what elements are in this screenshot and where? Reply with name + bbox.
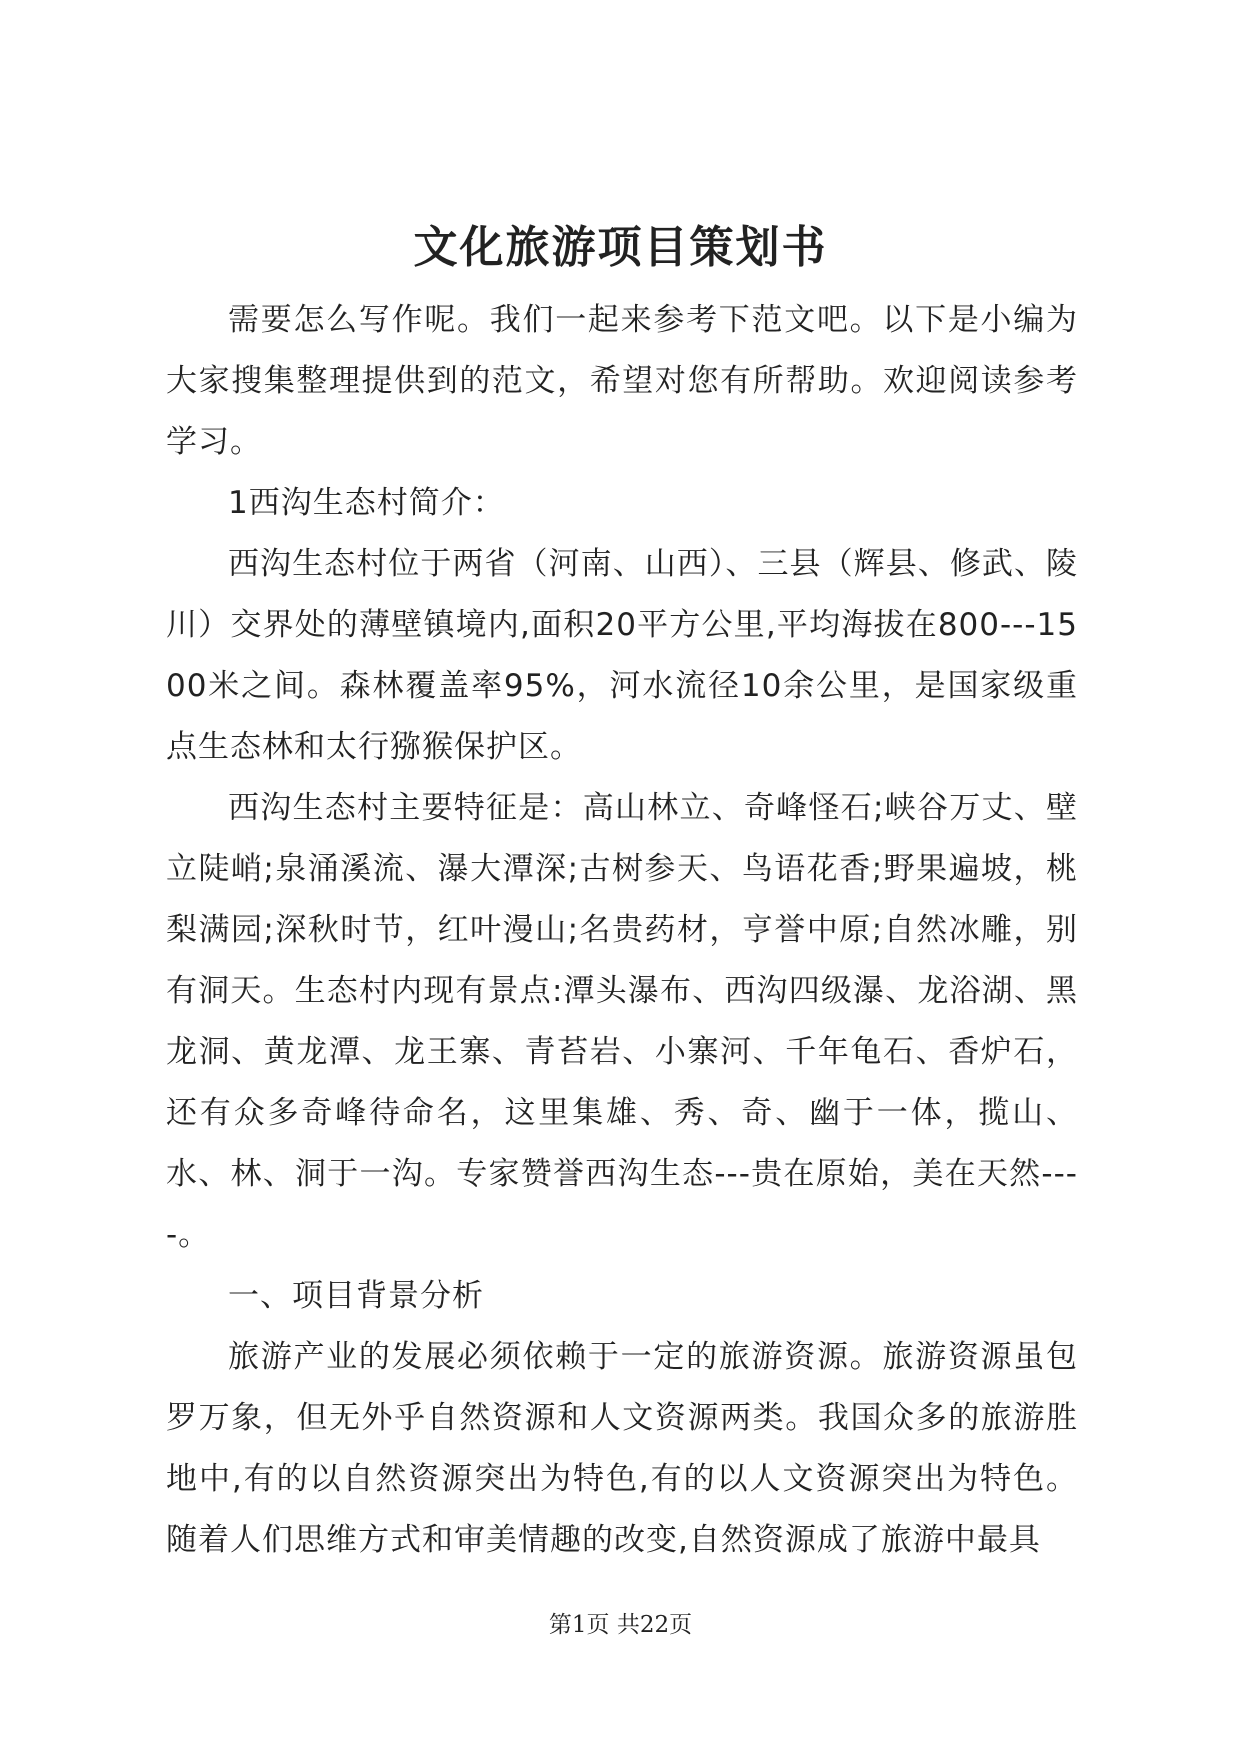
paragraph-heading-village-intro: 1西沟生态村简介： [228,485,505,521]
paragraph-heading-background: 一、项目背景分析 [228,1278,484,1314]
paragraph-village-features: 西沟生态村主要特征是：高山林立、奇峰怪石;峡谷万丈、壁立陡峭;泉涌溪流、瀑大潭深;古树参天、鸟语花香;野果遍坡，桃梨满园;深秋时节，红叶漫山;名贵药材，亨誉中原;自然冰雕，别有洞天。生态村内现有景点:潭头瀑布、西沟四级瀑、龙浴湖、黑龙洞、黄龙潭、龙王寨、青苔岩、小寨河、千年龟石、香炉石，还有众多奇峰待命名，这里集雄、秀、奇、幽于一体，揽山、水、林、洞于一沟。专家赞誉西沟生态---贵在原始，美在天然----。 [166,790,1078,1253]
document-title: 文化旅游项目策划书 [413,222,828,273]
paragraph-village-location: 西沟生态村位于两省（河南、山西）、三县（辉县、修武、陵川）交界处的薄壁镇境内,面积20平方公里,平均海拔在800---1500米之间。森林覆盖率95%，河水流径10余公里，是国家级重点生态林和太行猕猴保护区。 [166,546,1078,765]
document-body [166,290,1078,1571]
page-number-footer: 第1页 共22页 [548,1612,693,1638]
paragraph-intro: 需要怎么写作呢。我们一起来参考下范文吧。以下是小编为大家搜集整理提供到的范文，希望对您有所帮助。欢迎阅读参考学习。 [166,302,1078,460]
paragraph-tourism-resources: 旅游产业的发展必须依赖于一定的旅游资源。旅游资源虽包罗万象，但无外乎自然资源和人文资源两类。我国众多的旅游胜地中,有的以自然资源突出为特色,有的以人文资源突出为特色。随着人们思维方式和审美情趣的改变,自然资源成了旅游中最具 [166,1339,1078,1558]
